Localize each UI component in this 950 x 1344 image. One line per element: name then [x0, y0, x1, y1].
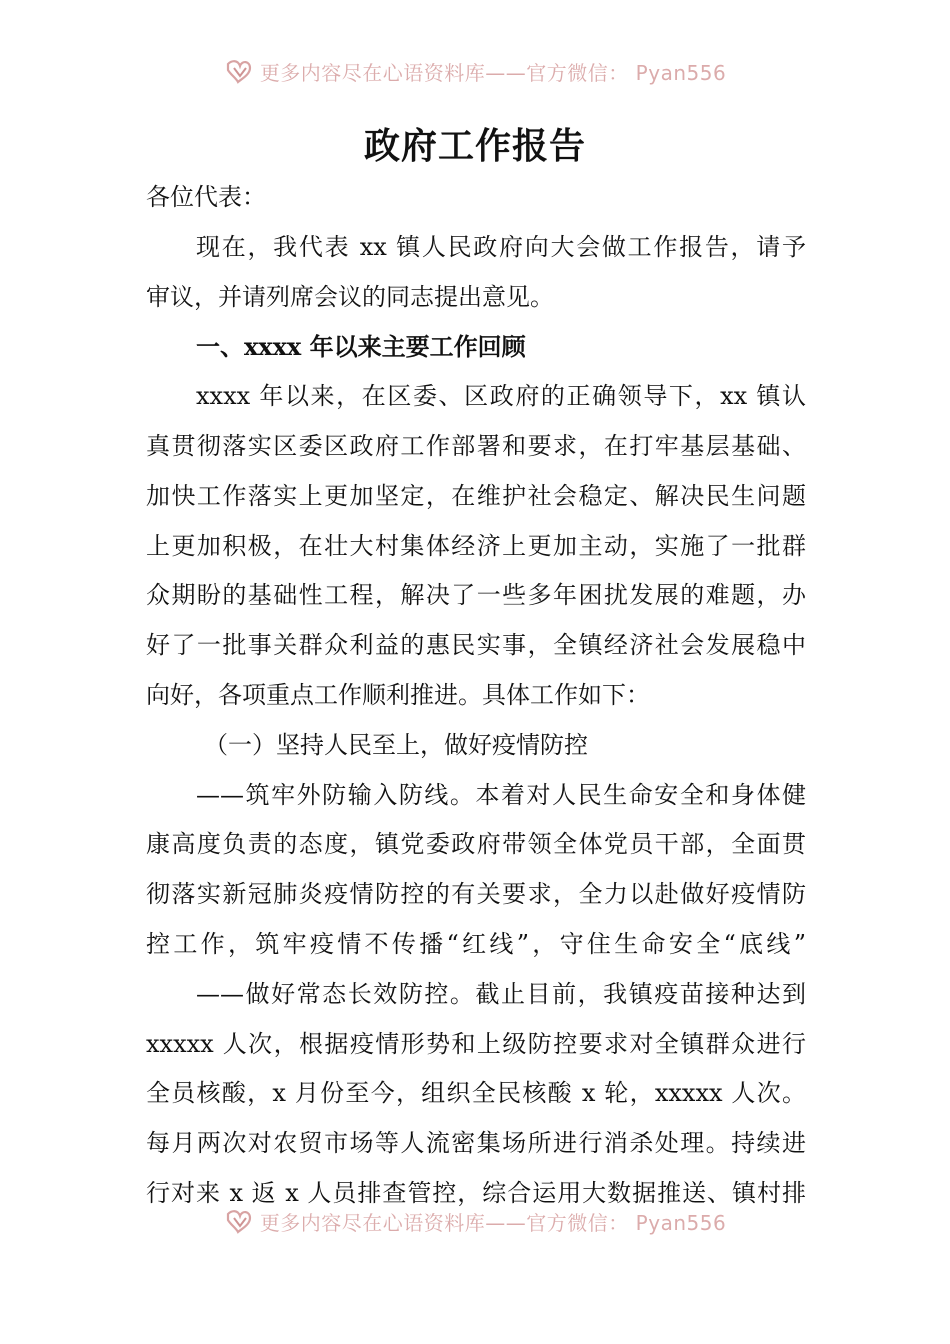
document-title: 政府工作报告 [363, 125, 586, 167]
document-body [146, 173, 806, 1219]
body-line: 全员核酸，x 月份至今，组织全民核酸 x 轮，xxxxx 人次。 [146, 1079, 806, 1108]
body-line: 彻落实新冠肺炎疫情防控的有关要求，全力以赴做好疫情防 [146, 880, 806, 909]
body-line: 现在，我代表 xx 镇人民政府向大会做工作报告，请予 [196, 232, 806, 261]
body-line: 众期盼的基础性工程，解决了一些多年困扰发展的难题，办 [146, 581, 806, 610]
body-line: 加快工作落实上更加坚定，在维护社会稳定、解决民生问题 [146, 481, 806, 510]
watermark-text: 更多内容尽在心语资料库——官方微信： Pyan556 [259, 60, 727, 85]
subsection-heading: （一）坚持人民至上，做好疫情防控 [204, 730, 588, 759]
body-line: 审议，并请列席会议的同志提出意见。 [146, 282, 554, 311]
body-line: 每月两次对农贸市场等人流密集场所进行消杀处理。持续进 [146, 1129, 806, 1158]
watermark-text: 更多内容尽在心语资料库——官方微信： Pyan556 [259, 1210, 727, 1235]
body-line: 康高度负责的态度，镇党委政府带领全体党员干部，全面贯 [146, 830, 806, 859]
section-heading: 一、xxxx 年以来主要工作回顾 [196, 332, 526, 362]
body-line: 控工作，筑牢疫情不传播“红线”，守住生命安全“底线” [146, 929, 806, 958]
body-line: xxxx 年以来，在区委、区政府的正确领导下，xx 镇认 [196, 382, 806, 411]
body-line: 上更加积极，在壮大村集体经济上更加主动，实施了一批群 [146, 531, 806, 560]
watermark-bottom [0, 1207, 950, 1235]
body-line: ——筑牢外防输入防线。本着对人民生命安全和身体健 [196, 780, 806, 809]
body-line: ——做好常态长效防控。截止目前，我镇疫苗接种达到 [196, 979, 806, 1008]
body-line: 真贯彻落实区委区政府工作部署和要求，在打牢基层基础、 [146, 431, 806, 460]
body-line: xxxxx 人次，根据疫情形势和上级防控要求对全镇群众进行 [146, 1029, 806, 1058]
watermark-top [0, 57, 950, 85]
body-line: 行对来 x 返 x 人员排查管控，综合运用大数据推送、镇村排 [146, 1178, 806, 1207]
body-line: 好了一批事关群众利益的惠民实事，全镇经济社会发展稳中 [146, 631, 806, 660]
salutation-line: 各位代表： [146, 183, 266, 211]
watermark-logo-icon [224, 58, 254, 84]
body-line: 向好，各项重点工作顺利推进。具体工作如下： [146, 680, 650, 709]
watermark-logo-icon [224, 1208, 254, 1234]
